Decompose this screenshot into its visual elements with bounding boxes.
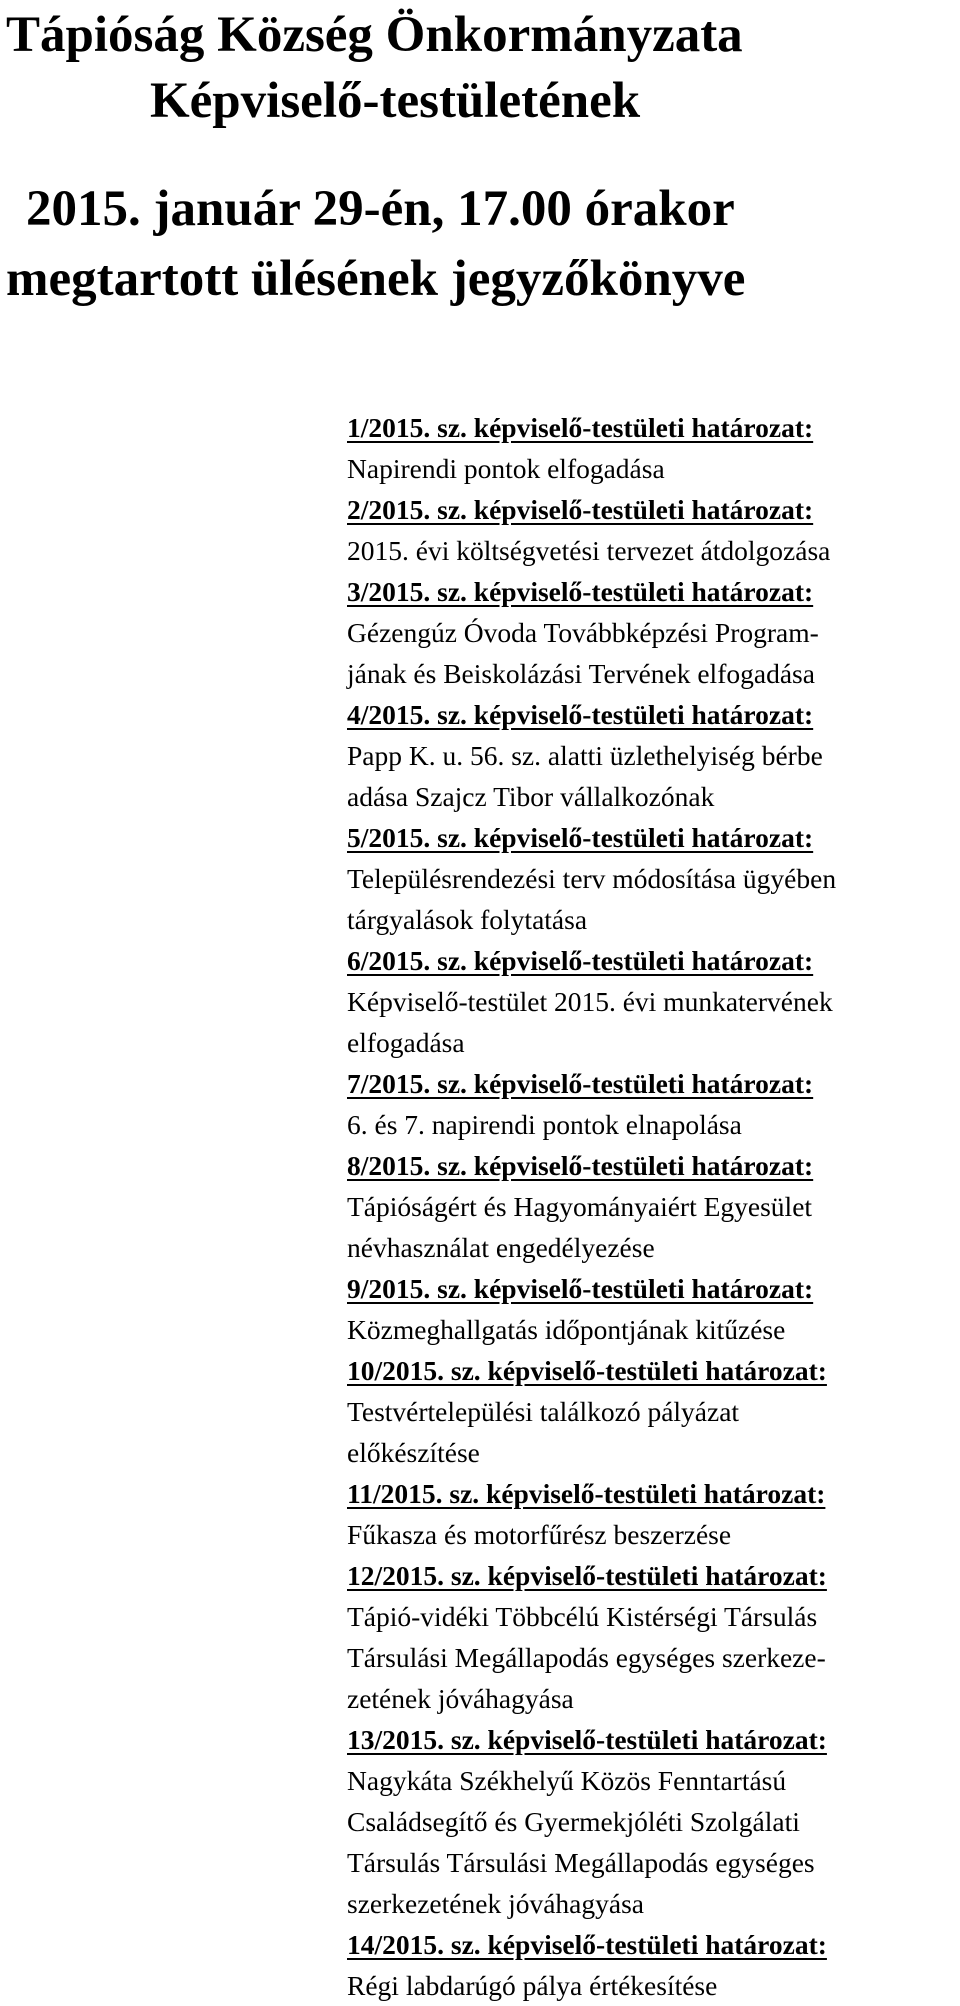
title-line-municipality: Tápióság Község Önkormányzata: [6, 7, 743, 63]
resolution-subject: [347, 530, 957, 571]
resolution-heading: 11/2015. sz. képviselő-testületi határozat:: [347, 1478, 826, 1509]
resolution-subject-line: 2015. évi költségvetési tervezet átdolgozása: [347, 535, 831, 566]
resolution-item: [347, 1063, 957, 1145]
resolution-heading: 14/2015. sz. képviselő-testületi határozat:: [347, 1929, 827, 1960]
resolution-item: [347, 571, 957, 694]
resolution-subject: [347, 1104, 957, 1145]
resolution-subject-line: szerkezetének jóváhagyása: [347, 1888, 644, 1919]
resolution-heading: 9/2015. sz. képviselő-testületi határozat:: [347, 1273, 814, 1304]
resolution-subject-line: tárgyalások folytatása: [347, 904, 588, 935]
resolution-heading: 5/2015. sz. képviselő-testületi határozat:: [347, 822, 814, 853]
resolution-subject-line: Képviselő-testület 2015. évi munkatervének: [347, 986, 833, 1017]
resolution-subject: [347, 1514, 957, 1555]
resolution-subject-line: Családsegítő és Gyermekjóléti Szolgálati: [347, 1806, 800, 1837]
resolution-subject-line: Társulási Megállapodás egységes szerkeze-: [347, 1642, 826, 1673]
resolution-subject: [347, 1309, 957, 1350]
resolution-subject: [347, 1965, 957, 2006]
resolution-item: [347, 407, 957, 489]
resolution-item: [347, 1924, 957, 2006]
resolution-subject-line: elfogadása: [347, 1027, 465, 1058]
resolution-item: [347, 1145, 957, 1268]
resolution-item: [347, 1350, 957, 1473]
resolution-subject: [347, 1391, 957, 1473]
resolution-subject: [347, 735, 957, 817]
resolution-subject-line: zetének jóváhagyása: [347, 1683, 574, 1714]
resolution-heading: 13/2015. sz. képviselő-testületi határozat:: [347, 1724, 827, 1755]
resolution-heading: 4/2015. sz. képviselő-testületi határozat:: [347, 699, 814, 730]
resolution-subject-line: Fűkasza és motorfűrész beszerzése: [347, 1519, 732, 1550]
resolution-heading: 3/2015. sz. képviselő-testületi határozat:: [347, 576, 814, 607]
resolution-subject-line: Tápióságért és Hagyományaiért Egyesület: [347, 1191, 813, 1222]
resolution-item: [347, 1473, 957, 1555]
resolution-heading: 12/2015. sz. képviselő-testületi határozat:: [347, 1560, 827, 1591]
resolution-heading: 7/2015. sz. képviselő-testületi határozat:: [347, 1068, 814, 1099]
resolution-subject-line: névhasználat engedélyezése: [347, 1232, 655, 1263]
resolution-subject-line: Tápió-vidéki Többcélú Kistérségi Társulás: [347, 1601, 818, 1632]
resolution-item: [347, 489, 957, 571]
resolution-subject: [347, 448, 957, 489]
resolution-subject: [347, 1596, 957, 1719]
resolution-subject-line: előkészítése: [347, 1437, 480, 1468]
resolution-heading: 10/2015. sz. képviselő-testületi határozat:: [347, 1355, 827, 1386]
resolution-item: [347, 1555, 957, 1719]
resolution-heading: 6/2015. sz. képviselő-testületi határozat:: [347, 945, 814, 976]
resolution-subject-line: Társulás Társulási Megállapodás egységes: [347, 1847, 815, 1878]
resolution-subject: [347, 981, 957, 1063]
resolution-item: [347, 1268, 957, 1350]
resolution-subject: [347, 1186, 957, 1268]
resolution-item: [347, 817, 957, 940]
resolution-heading: 1/2015. sz. képviselő-testületi határozat:: [347, 412, 814, 443]
resolution-subject-line: Napirendi pontok elfogadása: [347, 453, 665, 484]
resolution-subject: [347, 612, 957, 694]
resolution-subject-line: Gézengúz Óvoda Továbbképzési Program-: [347, 617, 819, 648]
resolution-list: [347, 407, 957, 2006]
title-line-date: 2015. január 29-én, 17.00 órakor: [26, 181, 735, 237]
resolution-subject-line: 6. és 7. napirendi pontok elnapolása: [347, 1109, 742, 1140]
title-line-body: Képviselő-testületének: [150, 73, 641, 129]
resolution-subject: [347, 858, 957, 940]
resolution-subject-line: adása Szajcz Tibor vállalkozónak: [347, 781, 715, 812]
title-line-minutes: megtartott ülésének jegyzőkönyve: [6, 251, 746, 307]
resolution-subject: [347, 1760, 957, 1924]
resolution-subject-line: Településrendezési terv módosítása ügyében: [347, 863, 837, 894]
resolution-subject-line: jának és Beiskolázási Tervének elfogadása: [347, 658, 815, 689]
resolution-subject-line: Régi labdarúgó pálya értékesítése: [347, 1970, 718, 2001]
resolution-subject-line: Nagykáta Székhelyű Közös Fenntartású: [347, 1765, 787, 1796]
resolution-heading: 2/2015. sz. képviselő-testületi határozat:: [347, 494, 814, 525]
resolution-item: [347, 940, 957, 1063]
resolution-subject-line: Közmeghallgatás időpontjának kitűzése: [347, 1314, 786, 1345]
resolution-subject-line: Testvértelepülési találkozó pályázat: [347, 1396, 740, 1427]
resolution-subject-line: Papp K. u. 56. sz. alatti üzlethelyiség bérbe: [347, 740, 823, 771]
resolution-item: [347, 694, 957, 817]
resolution-heading: 8/2015. sz. képviselő-testületi határozat:: [347, 1150, 814, 1181]
resolution-item: [347, 1719, 957, 1924]
